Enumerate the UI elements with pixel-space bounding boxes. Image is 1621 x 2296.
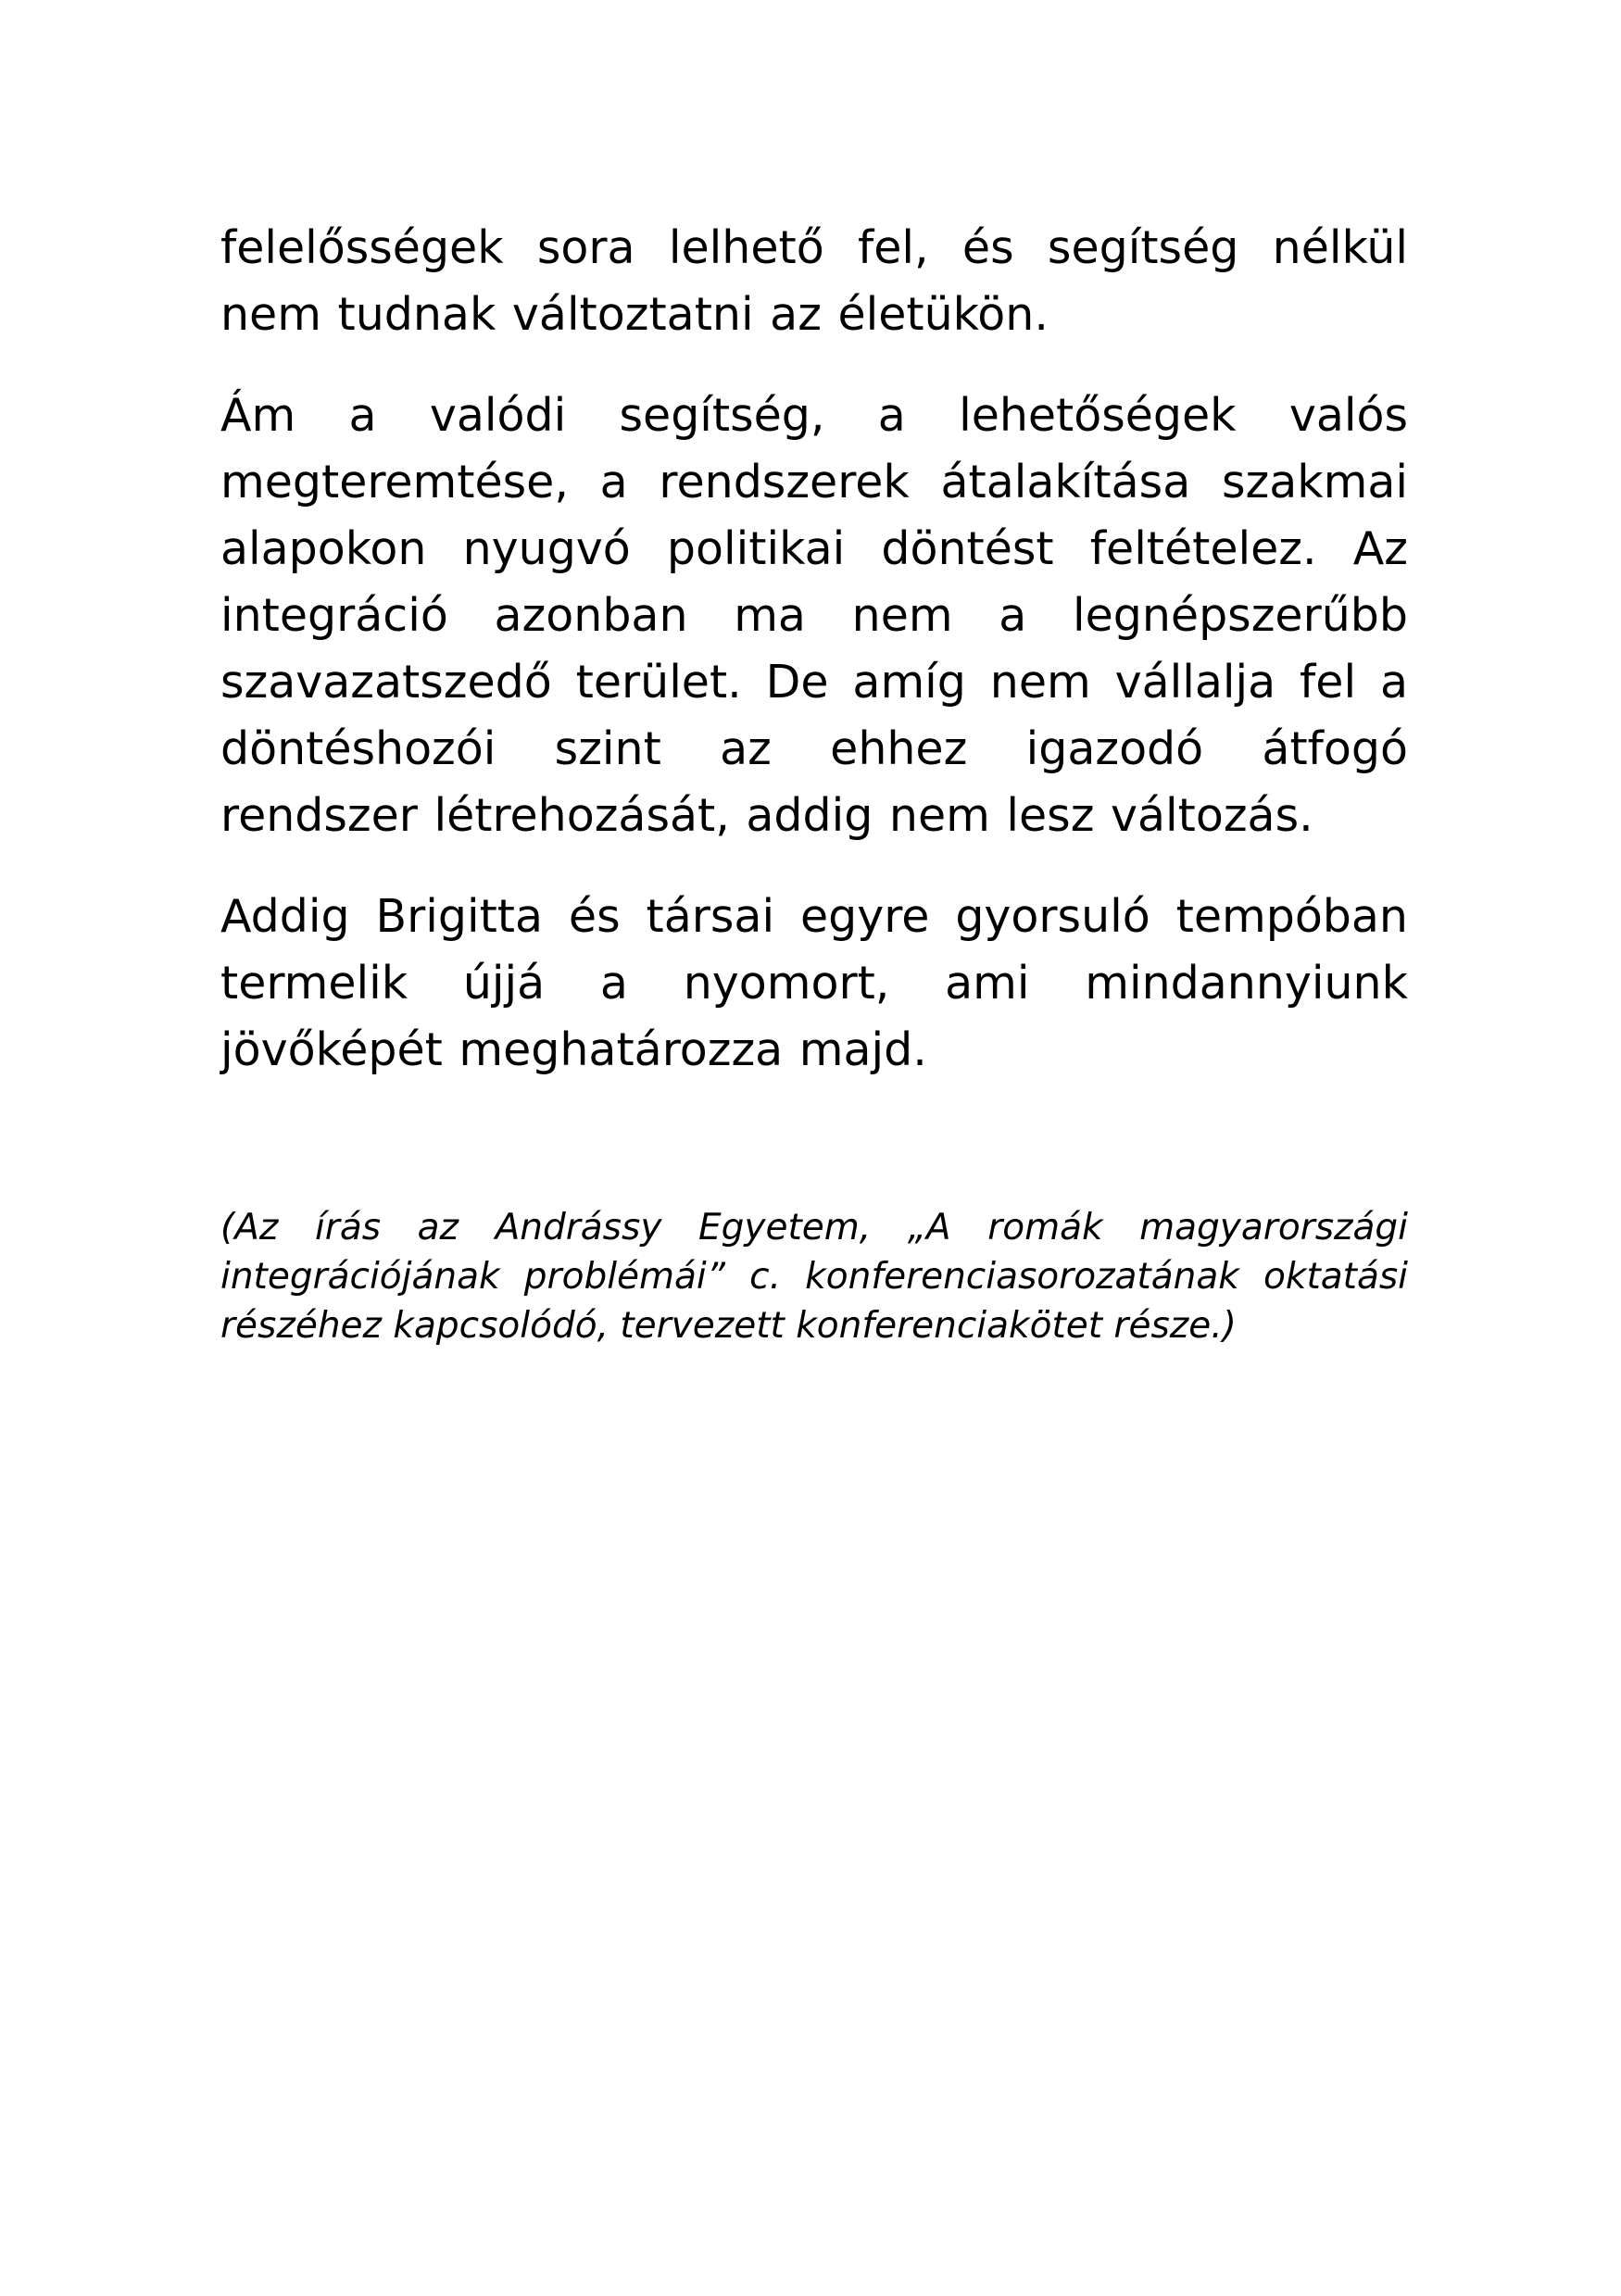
footnote-source-note: (Az írás az Andrássy Egyetem, „A romák magyarországi integrációjának problémái” c. konferenciasorozatának oktatási részéhez kapcsolódó, tervezett konferenciakötet része.) xyxy=(220,1207,1408,1347)
paragraph-3: Addig Brigitta és társai egyre gyorsuló tempóban termelik újjá a nyomort, ami mindannyiunk jövőképét meghatározza majd. xyxy=(220,890,1408,1076)
paragraph-1: felelősségek sora lelhető fel, és segítség nélkül nem tudnak változtatni az életükön. xyxy=(220,221,1408,341)
paragraph-2: Ám a valódi segítség, a lehetőségek valós megteremtése, a rendszerek átalakítása szakmai alapokon nyugvó politikai döntést feltételez. Az integráció azonban ma nem a legnépszerűbb szavazatszedő terület. De amíg nem vállalja fel a döntéshozói szint az ehhez igazodó átfogó rendszer létrehozását, addig nem lesz változás. xyxy=(220,389,1408,842)
document-body xyxy=(220,215,1408,1350)
